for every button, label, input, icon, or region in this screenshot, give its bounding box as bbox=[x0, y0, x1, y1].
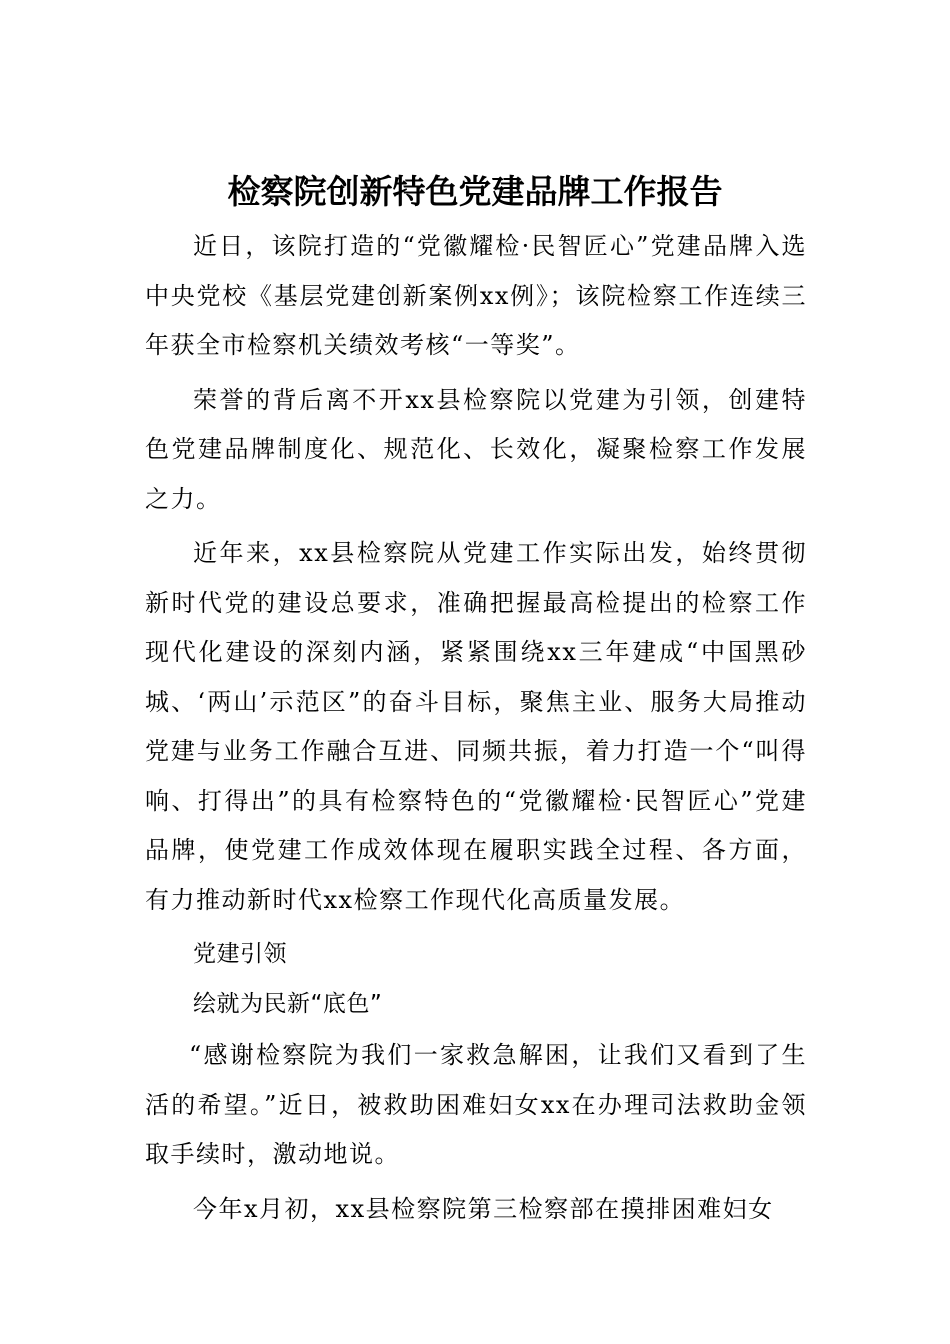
paragraph-4: “感谢检察院为我们一家救急解困，让我们又看到了生活的希望。”近日，被救助困难妇女xx在办理司法救助金领取手续时，激动地说。 bbox=[145, 1041, 807, 1168]
paragraph-2: 荣誉的背后离不开xx县检察院以党建为引领，创建特色党建品牌制度化、规范化、长效化，凝聚检察工作发展之力。 bbox=[145, 385, 807, 513]
document-body bbox=[145, 222, 807, 1239]
paragraph-1: 近日，该院打造的“党徽耀检·民智匠心”党建品牌入选中央党校《基层党建创新案例xx例》；该院检察工作连续三年获全市检察机关绩效考核“一等奖”。 bbox=[145, 232, 807, 359]
section-heading-1: 党建引领 bbox=[193, 941, 287, 967]
paragraph-3: 近年来，xx县检察院从党建工作实际出发，始终贯彻新时代党的建设总要求，准确把握最高检提出的检察工作现代化建设的深刻内涵，紧紧围绕xx三年建成“中国黑砂城、‘两山’示范区”的奋斗目标，聚焦主业、服务大局推动党建与业务工作融合互进、同频共振，着力打造一个“叫得响、打得出”的具有检察特色的“党徽耀检·民智匠心”党建品牌，使党建工作成效体现在履职实践全过程、各方面，有力推动新时代xx检察工作现代化高质量发展。 bbox=[145, 539, 807, 914]
document-title: 检察院创新特色党建品牌工作报告 bbox=[227, 172, 723, 211]
paragraph-5: 今年x月初，xx县检察院第三检察部在摸排困难妇女 bbox=[193, 1194, 774, 1223]
section-heading-2: 绘就为民新“底色” bbox=[193, 990, 383, 1017]
